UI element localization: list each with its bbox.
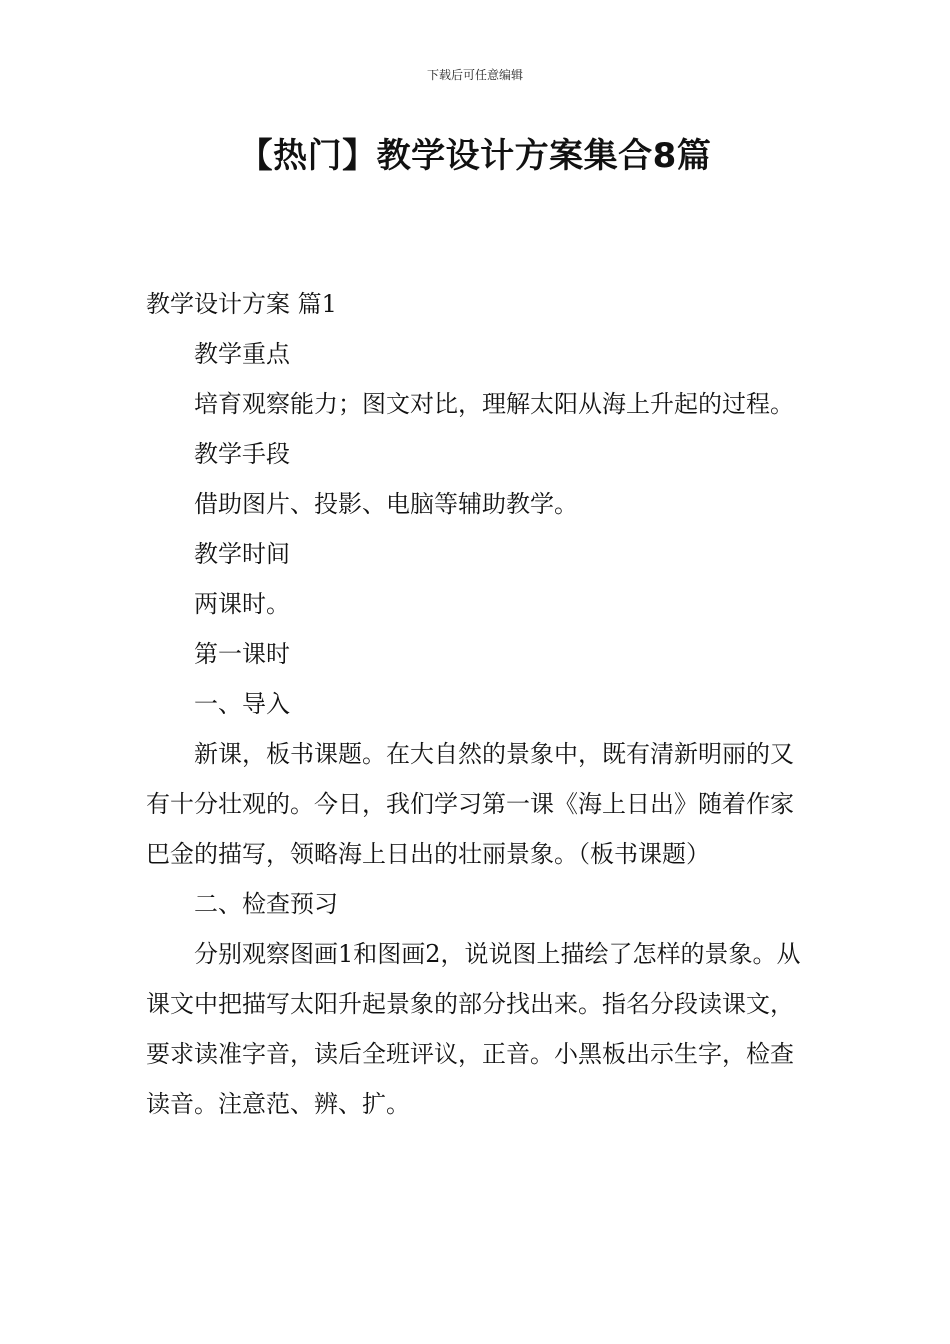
- header-note: 下载后可任意编辑: [426, 68, 523, 82]
- paragraph-introduction: 新课，板书课题。在大自然的景象中，既有清新明丽的又有十分壮观的。今日，我们学习第一课《海上日出》随着作家巴金的描写，领略海上日出的壮丽景象。（板书课题）: [146, 740, 794, 868]
- paragraph-preview-check-heading: 二、检查预习: [194, 890, 338, 918]
- section-heading: 教学设计方案 篇1: [146, 290, 337, 318]
- paragraph-teaching-time: 两课时。: [194, 590, 290, 618]
- paragraph-teaching-means-heading: 教学手段: [194, 440, 290, 468]
- paragraph-preview-check: 分别观察图画1和图画2，说说图上描绘了怎样的景象。从课文中把描写太阳升起景象的部分找出来。指名分段读课文，要求读准字音，读后全班评议，正音。小黑板出示生字，检查读音。注意范、辨、扩。: [146, 940, 801, 1118]
- paragraph-teaching-means: 借助图片、投影、电脑等辅助教学。: [194, 490, 578, 518]
- paragraph-first-lesson: 第一课时: [194, 640, 290, 668]
- paragraph-teaching-focus: 培育观察能力；图文对比，理解太阳从海上升起的过程。: [194, 390, 794, 418]
- paragraph-teaching-time-heading: 教学时间: [194, 540, 290, 568]
- paragraph-introduction-heading: 一、导入: [194, 690, 290, 718]
- document-title: 【热门】教学设计方案集合8篇: [238, 136, 712, 176]
- document-body: [146, 279, 810, 1129]
- paragraph-teaching-focus-heading: 教学重点: [194, 340, 290, 368]
